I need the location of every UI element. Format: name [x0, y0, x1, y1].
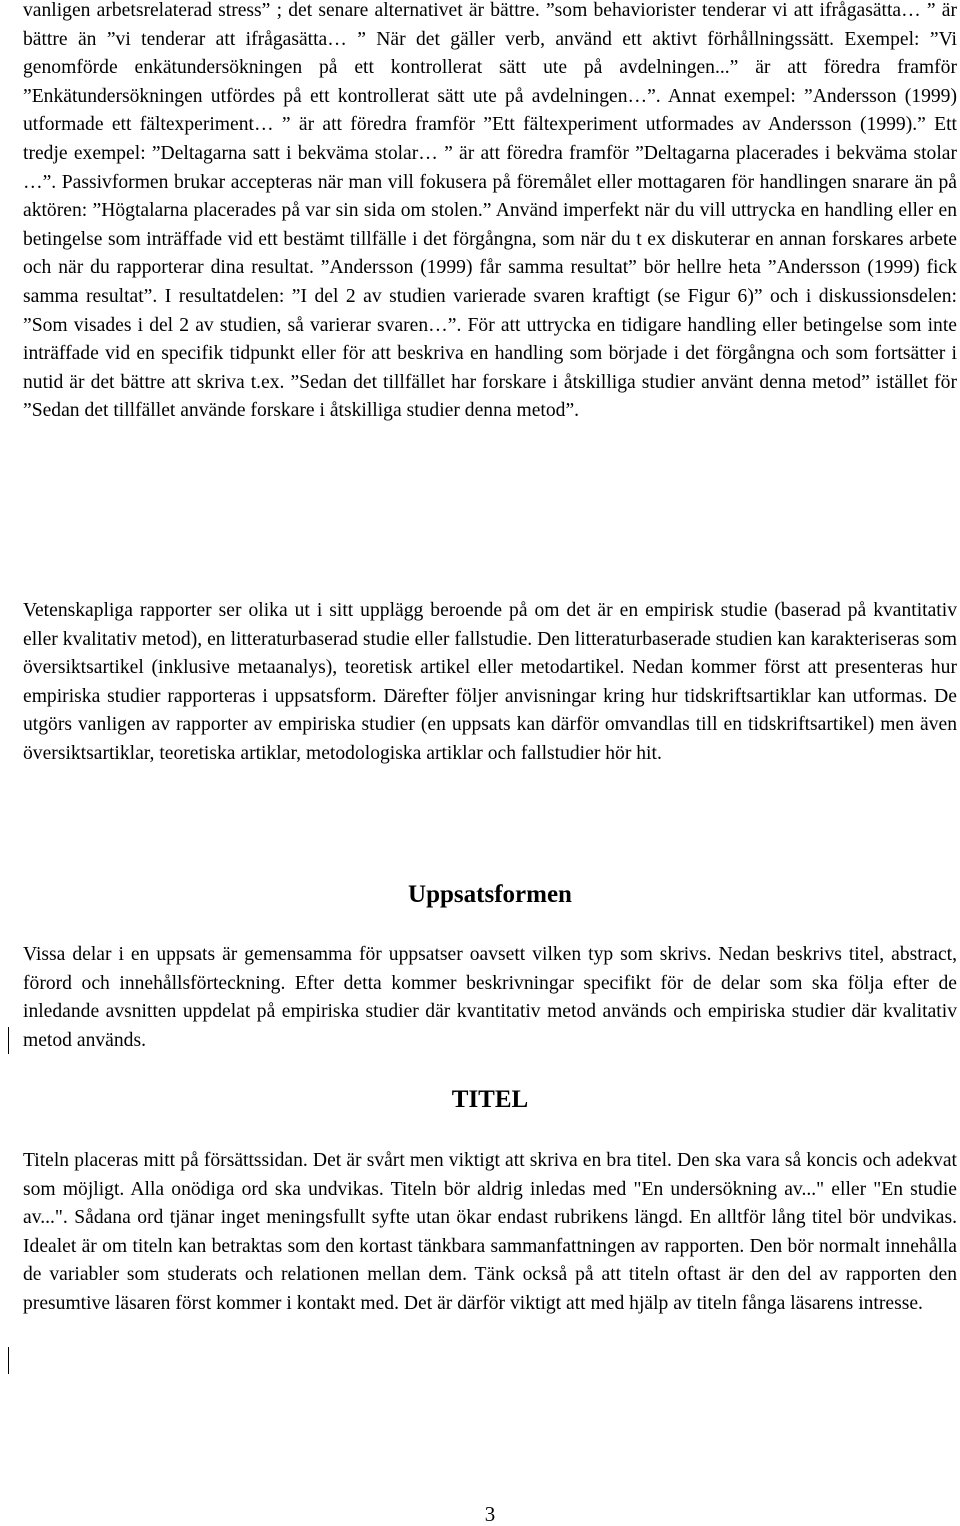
body-paragraph-verbs: [23, 0, 957, 426]
body-paragraph-uppsatsformen: [23, 941, 957, 1055]
revision-change-bar: [8, 1347, 9, 1374]
body-paragraph-report-types: [23, 597, 957, 769]
paragraph-text: vanligen arbetsrelaterad stress” ; det senare alternativet är bättre. ”som behaviorister tenderar vi att ifrågasätta… ” är bättre än ”vi tenderar att ifrågasätta… ” När det gäller verb, använd ett aktivt förhållningssätt. Exempel: ”Vi genomförde enkätundersökningen på ett kontrollerat sätt ute på avdelningen...” är att föredra framför ”Enkätundersökningen utfördes på ett kontrollerat sätt ute på avdelningen…”. Annat exempel: ”Andersson (1999) utformade ett fältexperiment… ” är att föredra framför ”Ett fältexperiment utformades av Andersson (1999).” Ett tredje exempel: ”Deltagarna satt i bekväma stolar… ” är att föredra framför ”Deltagarna placerades i bekväma stolar …”. Passivformen brukar accepteras när man vill fokusera på föremålet eller mottagaren för handlingen snarare än på aktören: ”Högtalarna placerades på var sin sida om stolen.” Använd imperfekt när du vill uttrycka en handling eller en betingelse som inträffade vid ett bestämt tillfälle i det förgångna, som när du t ex diskuterar en annan forskares arbete och när du rapporterar dina resultat. ”Andersson (1999) får samma resultat” bör hellre heta ”Andersson (1999) fick samma resultat”. I resultatdelen: ”I del 2 av studien varierade svaren kraftigt (se Figur 6)” och i diskussionsdelen: ”Som visades i del 2 av studien, så varierar svaren…”. För att uttrycka en tidigare handling eller betingelse som inte inträffade vid en specifik tidpunkt eller för att beskriva en handling som började i det förgångna och som fortsätter i nutid är det bättre att skriva t.ex. ”Sedan det tillfället har forskare i åtskilliga studier använt denna metod” istället för ”Sedan det tillfället använde forskare i åtskilliga studier denna metod”.: [23, 0, 957, 422]
page-number: 3: [484, 1502, 496, 1526]
paragraph-text: Vetenskapliga rapporter ser olika ut i sitt upplägg beroende på om det är en empirisk studie (baserad på kvantitativ eller kvalitativ metod), en litteraturbaserad studie eller fallstudie. Den litteraturbaserade studien kan karakteriseras som översiktsartikel (inklusive metaanalys), teoretisk artikel eller metodartikel. Nedan kommer först att presenteras hur empiriska studier rapporteras i uppsatsform. Därefter följer anvisningar kring hur tidskriftsartiklar kan utformas. De utgörs vanligen av rapporter av empiriska studier (en uppsats kan därför omvandlas till en tidskriftsartikel) men även översiktsartiklar, teoretiska artiklar, metodologiska artiklar och fallstudier hör hit.: [23, 600, 957, 764]
paragraph-text: Vissa delar i en uppsats är gemensamma för uppsatser oavsett vilken typ som skrivs. Nedan beskrivs titel, abstract, förord och innehållsförteckning. Efter detta kommer beskrivningar specifikt för de delar som ska följa efter de inledande avsnitten uppdelat på empiriska studier där kvantitativ metod används och empiriska studier där kvalitativ metod används.: [23, 944, 957, 1051]
section-heading-titel: TITEL: [451, 1086, 529, 1113]
body-paragraph-titel: [23, 1147, 957, 1319]
paragraph-text: Titeln placeras mitt på försättssidan. Det är svårt men viktigt att skriva en bra titel. Den ska vara så koncis och adekvat som möjligt. Alla onödiga ord ska undvikas. Titeln bör aldrig inledas med "En undersökning av..." eller "En studie av...". Sådana ord tjänar inget meningsfullt syfte utan ökar endast rubrikens längd. En alltför lång titel bör undvikas. Idealet är om titeln kan betraktas som den kortast tänkbara sammanfattningen av rapporten. Den bör normalt innehålla de variabler som studerats och relationen mellan dem. Tänk också på att titeln oftast är den del av rapporten den presumtive läsaren först kommer i kontakt med. Det är därför viktigt att med hjälp av titeln fånga läsarens intresse.: [23, 1150, 957, 1314]
revision-change-bar: [8, 1027, 9, 1054]
section-heading-uppsatsformen: Uppsatsformen: [408, 881, 572, 908]
